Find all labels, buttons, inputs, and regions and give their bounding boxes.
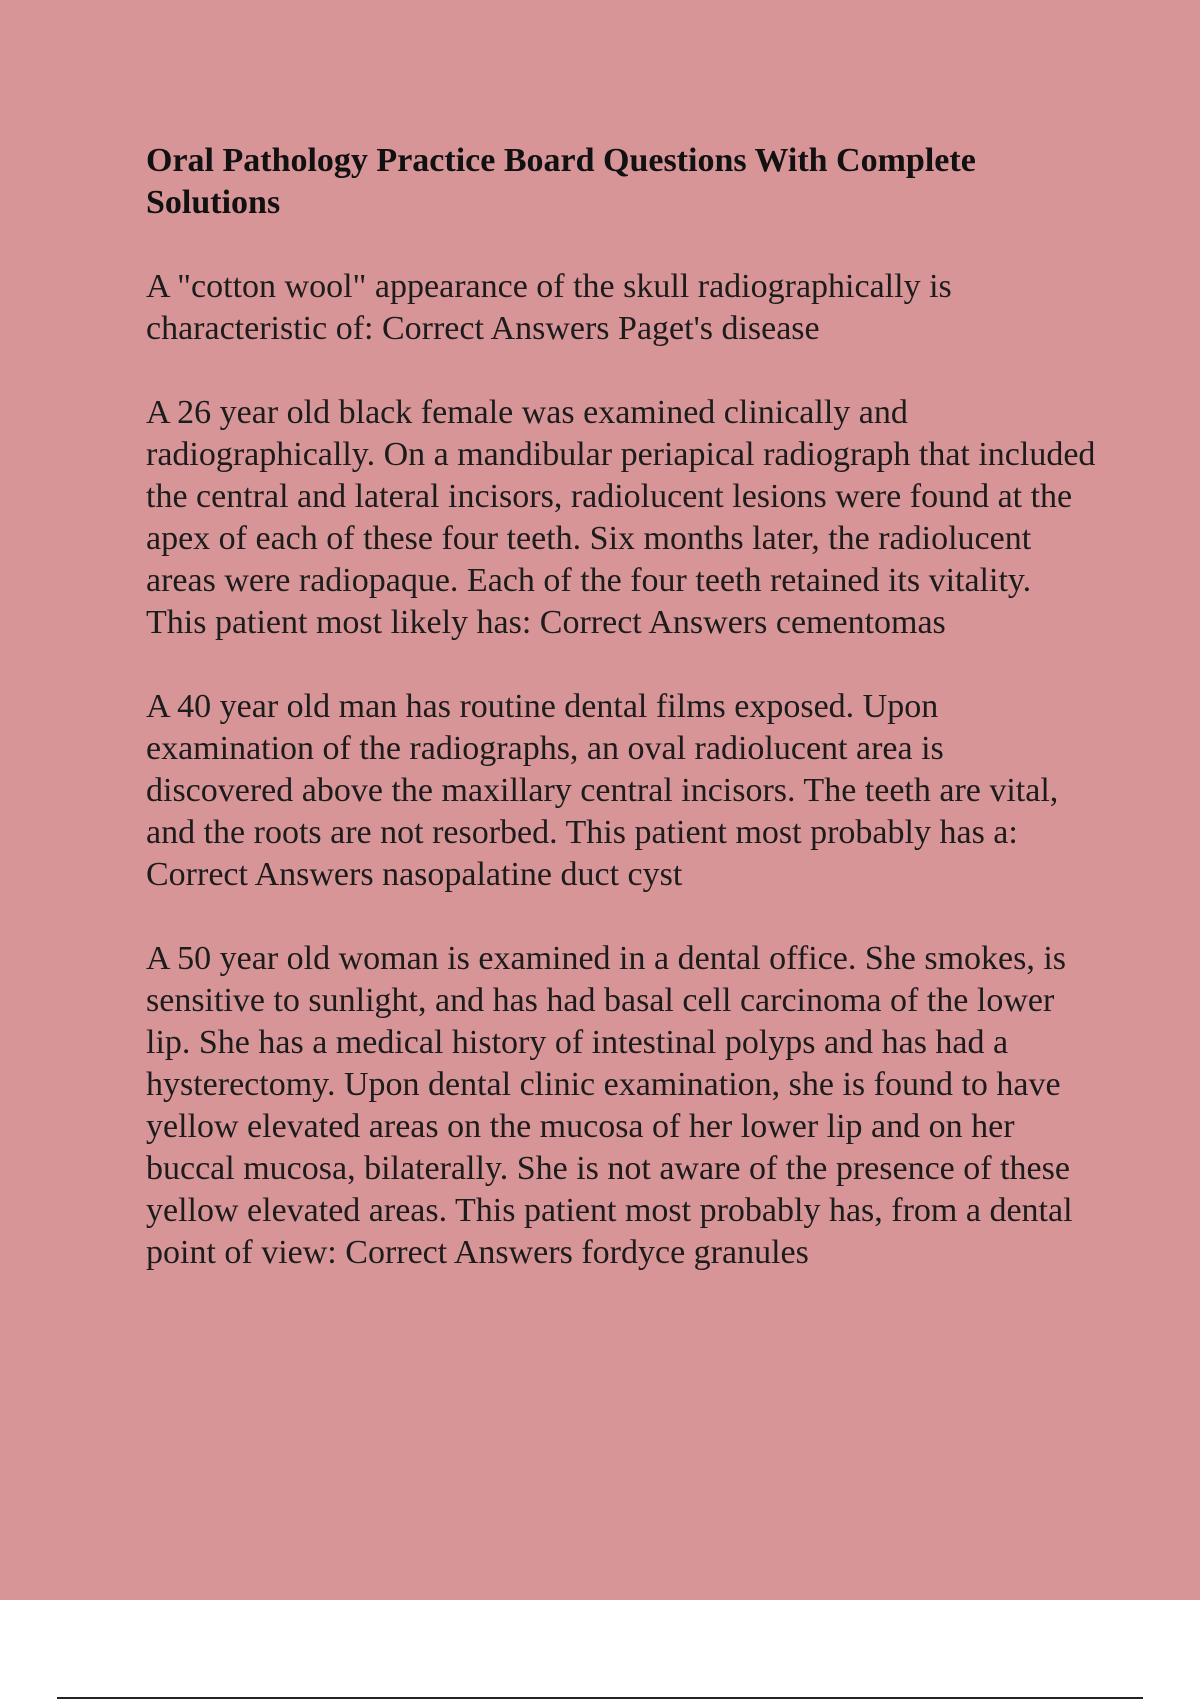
qa-item [146,686,1096,896]
answer-text: fordyce granules [581,1234,809,1271]
answer-text: Paget's disease [618,310,820,347]
answer-text: cementomas [775,604,946,641]
document-body [146,140,1104,1316]
question-text: A "cotton wool" appearance of the skull radiographically is characteristic of: [146,268,961,347]
question-text: A 50 year old woman is examined in a dental office. She smokes, is sensitive to sunlight, and has had basal cell carcinoma of the lower lip. She has a medical history of intestinal polyps and has had a hysterectomy. Upon dental clinic examination, she is found to have yellow elevated areas on the mucosa of her lower lip and on her buccal mucosa, bilaterally. She is not aware of the presence of these yellow elevated areas. This patient most probably has, from a dental point of view: [146,940,1082,1271]
answer-label: Correct Answers [539,604,768,641]
answer-label: Correct Answers [345,1234,573,1271]
answer-label: Correct Answers [381,310,610,347]
answer-label: Correct Answers [146,856,374,893]
answer-text: nasopalatine duct cyst [382,856,683,893]
footer-divider [57,1697,1143,1699]
qa-item [146,392,1104,644]
question-text: A 40 year old man has routine dental films exposed. Upon examination of the radiographs, an oval radiolucent area is discovered above the maxillary central incisors. The teeth are vital, and the roots are not resorbed. This patient most probably has a: [146,688,1067,851]
qa-item [146,266,1096,350]
qa-item [146,938,1096,1274]
question-text: A 26 year old black female was examined clinically and radiographically. On a mandibular periapical radiograph that included the central and lateral incisors, radiolucent lesions were found at the apex of each of these four teeth. Six months later, the radiolucent areas were radiopaque. Each of the four teeth retained its vitality. This patient most likely has: [146,394,1104,641]
document-title: Oral Pathology Practice Board Questions With Complete Solutions [146,142,976,221]
